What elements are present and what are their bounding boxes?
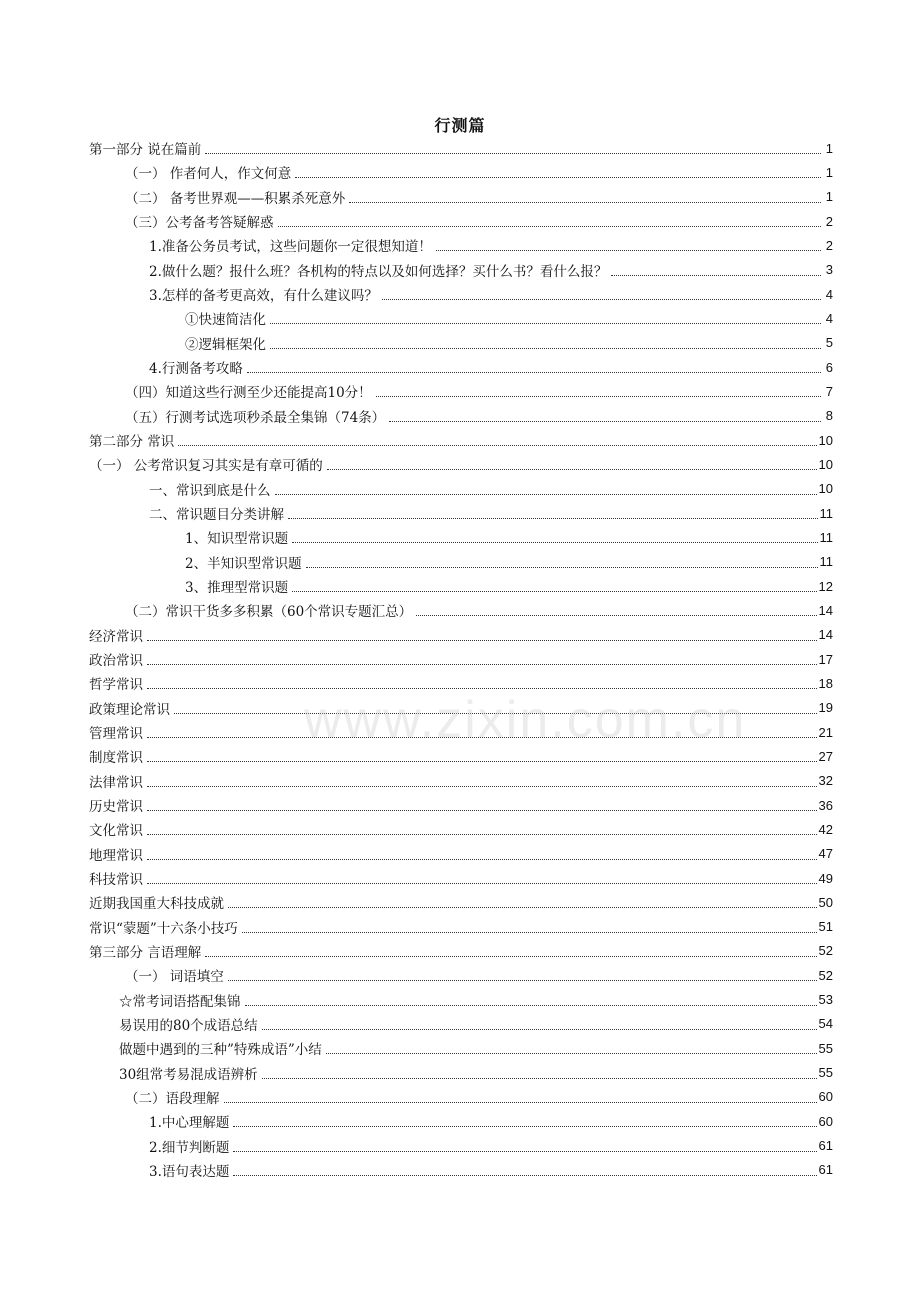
toc-entry-page-number: 52	[818, 967, 833, 983]
toc-entry-page-number: 8	[825, 408, 833, 424]
toc-entry[interactable]	[89, 185, 833, 209]
toc-entry-page-number: 1	[825, 164, 833, 180]
toc-entry-label: 法律常识	[89, 774, 143, 791]
toc-entry[interactable]	[89, 136, 833, 160]
toc-entry-page-number: 11	[819, 554, 833, 570]
toc-entry[interactable]	[89, 379, 833, 403]
toc-entry[interactable]	[89, 355, 833, 379]
dot-leader	[326, 1052, 817, 1054]
toc-entry-page-number: 2	[825, 237, 833, 253]
dot-leader	[262, 1028, 817, 1030]
dot-leader	[147, 809, 817, 811]
toc-entry[interactable]	[89, 525, 833, 549]
dot-leader	[147, 858, 817, 860]
toc-entry[interactable]	[89, 842, 833, 866]
toc-entry-label: 科技常识	[89, 872, 143, 888]
dot-leader	[416, 614, 816, 616]
dot-leader	[376, 395, 821, 397]
toc-entry-label: （四）知道这些行测至少还能提高10分！	[125, 385, 372, 402]
dot-leader	[262, 1077, 817, 1079]
toc-entry[interactable]	[89, 623, 833, 647]
toc-entry-label: （一） 公考常识复习其实是有章可循的	[89, 458, 323, 475]
toc-entry-label: 管理常识	[89, 726, 143, 743]
toc-entry[interactable]	[89, 282, 833, 306]
toc-entry-page-number: 49	[818, 870, 833, 886]
toc-entry-page-number: 14	[818, 602, 833, 618]
toc-entry-label: 1、知识型常识题	[185, 531, 289, 548]
toc-entry[interactable]	[89, 404, 833, 428]
dot-leader	[382, 298, 821, 300]
dot-leader	[147, 833, 817, 835]
dot-leader	[233, 1150, 816, 1152]
dot-leader	[205, 955, 816, 957]
toc-entry-label: 经济常识	[89, 628, 143, 645]
toc-entry[interactable]	[89, 258, 833, 282]
toc-entry-label: 3、推理型常识题	[185, 580, 289, 597]
toc-entry-label: 第一部分 说在篇前	[89, 142, 202, 159]
toc-entry-label: 历史常识	[89, 799, 143, 816]
dot-leader	[228, 979, 817, 981]
toc-entry-page-number: 53	[818, 992, 833, 1008]
toc-entry-page-number: 50	[818, 894, 833, 910]
toc-entry[interactable]	[89, 428, 833, 452]
toc-entry-label: （二） 备考世界观——积累杀死意外	[125, 190, 346, 207]
toc-entry[interactable]	[89, 1109, 833, 1133]
toc-entry[interactable]	[89, 963, 833, 987]
dot-leader	[147, 639, 817, 641]
toc-entry-label: （二）常识干货多多积累（60个常识专题汇总）	[125, 604, 413, 621]
dot-leader	[247, 371, 821, 373]
toc-entry-page-number: 10	[818, 481, 833, 497]
toc-entry-label: 地理常识	[89, 847, 143, 864]
toc-entry[interactable]	[89, 793, 833, 817]
toc-entry-page-number: 10	[818, 432, 833, 448]
toc-entry-page-number: 10	[818, 456, 833, 472]
dot-leader	[233, 1174, 816, 1176]
toc-entry-page-number: 6	[825, 359, 833, 375]
toc-entry-label: 制度常识	[89, 750, 143, 767]
toc-entry-label: 近期我国重大科技成就	[89, 896, 224, 913]
toc-entry[interactable]	[89, 160, 833, 184]
toc-entry-label: 政策理论常识	[89, 701, 170, 718]
document-title: 行测篇	[434, 116, 486, 135]
dot-leader	[178, 444, 816, 446]
toc-entry[interactable]	[89, 1036, 833, 1060]
dot-leader	[349, 201, 821, 203]
toc-entry-label: 易误用的80个成语总结	[119, 1017, 258, 1034]
toc-entry-page-number: 42	[818, 821, 833, 837]
toc-entry[interactable]	[89, 1060, 833, 1084]
toc-entry-label: 一、常识到底是什么	[149, 482, 271, 499]
dot-leader	[205, 152, 821, 154]
toc-entry-label: 二、常识题目分类讲解	[149, 507, 284, 524]
toc-entry-page-number: 12	[818, 578, 833, 594]
dot-leader	[233, 1125, 816, 1127]
toc-entry-page-number: 60	[818, 1113, 833, 1129]
toc-entry-page-number: 47	[818, 846, 833, 862]
toc-entry-page-number: 18	[818, 675, 833, 691]
toc-entry-label: 做题中遇到的三种”特殊成语”小结	[119, 1042, 322, 1059]
toc-entry-label: （五）行测考试选项秒杀最全集锦（74条）	[125, 409, 386, 426]
table-of-contents	[89, 136, 833, 1182]
toc-entry-page-number: 51	[818, 919, 833, 935]
toc-entry-page-number: 27	[818, 748, 833, 764]
toc-entry-label: 文化常识	[89, 823, 143, 840]
toc-entry-label: 2.细节判断题	[149, 1139, 230, 1156]
toc-entry-page-number: 17	[818, 651, 833, 667]
toc-entry-page-number: 60	[818, 1089, 833, 1105]
toc-entry[interactable]	[89, 501, 833, 525]
toc-entry[interactable]	[89, 1085, 833, 1109]
toc-entry-page-number: 19	[818, 700, 833, 716]
toc-entry-page-number: 11	[819, 505, 833, 521]
toc-entry-page-number: 2	[825, 213, 833, 229]
dot-leader	[389, 420, 821, 422]
dot-leader	[306, 566, 818, 568]
dot-leader	[245, 1004, 817, 1006]
toc-entry-page-number: 11	[819, 529, 833, 545]
toc-entry-label: 常识“蒙题”十六条小技巧	[89, 920, 238, 937]
dot-leader	[242, 931, 817, 933]
toc-entry-page-number: 7	[825, 383, 833, 399]
toc-entry[interactable]	[89, 866, 833, 890]
toc-entry-label: （一） 作者何人，作文何意	[125, 166, 292, 183]
toc-entry-page-number: 36	[818, 797, 833, 813]
dot-leader	[292, 590, 816, 592]
dot-leader	[147, 785, 817, 787]
toc-entry-page-number: 4	[825, 286, 833, 302]
toc-entry-page-number: 55	[818, 1065, 833, 1081]
toc-entry[interactable]	[89, 817, 833, 841]
toc-entry-label: 3.语句表达题	[149, 1163, 230, 1180]
toc-entry-page-number: 21	[818, 724, 833, 740]
toc-entry-page-number: 14	[818, 627, 833, 643]
toc-entry-label: 2、半知识型常识题	[185, 555, 302, 572]
toc-entry[interactable]	[89, 647, 833, 671]
dot-leader	[278, 225, 822, 227]
toc-entry-label: ②逻辑框架化	[185, 336, 266, 353]
toc-entry[interactable]	[89, 598, 833, 622]
toc-entry[interactable]	[89, 939, 833, 963]
toc-entry-page-number: 3	[825, 262, 833, 278]
dot-leader	[147, 760, 817, 762]
toc-entry-label: 2.做什么题？报什么班？各机构的特点以及如何选择？买什么书？看什么报？	[149, 263, 608, 280]
toc-entry[interactable]	[89, 1012, 833, 1036]
toc-entry-label: 1.中心理解题	[149, 1115, 230, 1132]
dot-leader	[292, 541, 817, 543]
toc-entry[interactable]	[89, 915, 833, 939]
toc-entry-page-number: 32	[818, 773, 833, 789]
toc-entry-page-number: 54	[818, 1016, 833, 1032]
toc-entry-page-number: 5	[825, 335, 833, 351]
dot-leader	[611, 274, 821, 276]
toc-entry-page-number: 61	[818, 1138, 833, 1154]
toc-entry[interactable]	[89, 233, 833, 257]
dot-leader	[295, 176, 821, 178]
dot-leader	[288, 517, 818, 519]
toc-entry-label: 第三部分 言语理解	[89, 944, 202, 961]
toc-entry[interactable]	[89, 331, 833, 355]
toc-entry[interactable]	[89, 550, 833, 574]
toc-entry-page-number: 55	[818, 1040, 833, 1056]
dot-leader	[436, 249, 821, 251]
toc-entry[interactable]	[89, 1158, 833, 1182]
toc-entry-label: （二）语段理解	[125, 1090, 220, 1107]
dot-leader	[275, 493, 817, 495]
toc-entry-page-number: 4	[825, 310, 833, 326]
dot-leader	[147, 882, 817, 884]
toc-entry[interactable]	[89, 890, 833, 914]
toc-entry[interactable]	[89, 1133, 833, 1157]
toc-entry[interactable]	[89, 477, 833, 501]
toc-entry-label: ☆常考词语搭配集锦	[119, 993, 241, 1010]
toc-entry[interactable]	[89, 987, 833, 1011]
toc-entry-label: 4.行测备考攻略	[149, 361, 243, 378]
toc-entry[interactable]	[89, 769, 833, 793]
toc-entry[interactable]	[89, 574, 833, 598]
toc-entry-label: 3.怎样的备考更高效，有什么建议吗？	[149, 288, 378, 305]
dot-leader	[270, 347, 821, 349]
toc-entry-page-number: 1	[825, 189, 833, 205]
dot-leader	[147, 663, 817, 665]
toc-entry[interactable]	[89, 452, 833, 476]
toc-entry-label: 第二部分 常识	[89, 434, 175, 451]
dot-leader	[270, 322, 821, 324]
toc-entry-page-number: 61	[818, 1162, 833, 1178]
dot-leader	[224, 1101, 817, 1103]
dot-leader	[228, 906, 817, 908]
toc-entry-page-number: 52	[818, 943, 833, 959]
toc-entry-label: （一） 词语填空	[125, 969, 224, 986]
dot-leader	[327, 468, 817, 470]
toc-entry[interactable]	[89, 209, 833, 233]
toc-entry-label: （三）公考备考答疑解惑	[125, 215, 274, 232]
watermark: www.zixin.com.cn	[304, 691, 747, 749]
toc-entry[interactable]	[89, 306, 833, 330]
toc-entry-label: 30组常考易混成语辨析	[119, 1066, 258, 1083]
toc-entry-label: 政治常识	[89, 653, 143, 670]
toc-entry-label: ①快速简洁化	[185, 312, 266, 329]
toc-entry-label: 哲学常识	[89, 677, 143, 694]
toc-entry-label: 1.准备公务员考试，这些问题你一定很想知道！	[149, 239, 432, 256]
toc-entry-page-number: 1	[825, 140, 833, 156]
